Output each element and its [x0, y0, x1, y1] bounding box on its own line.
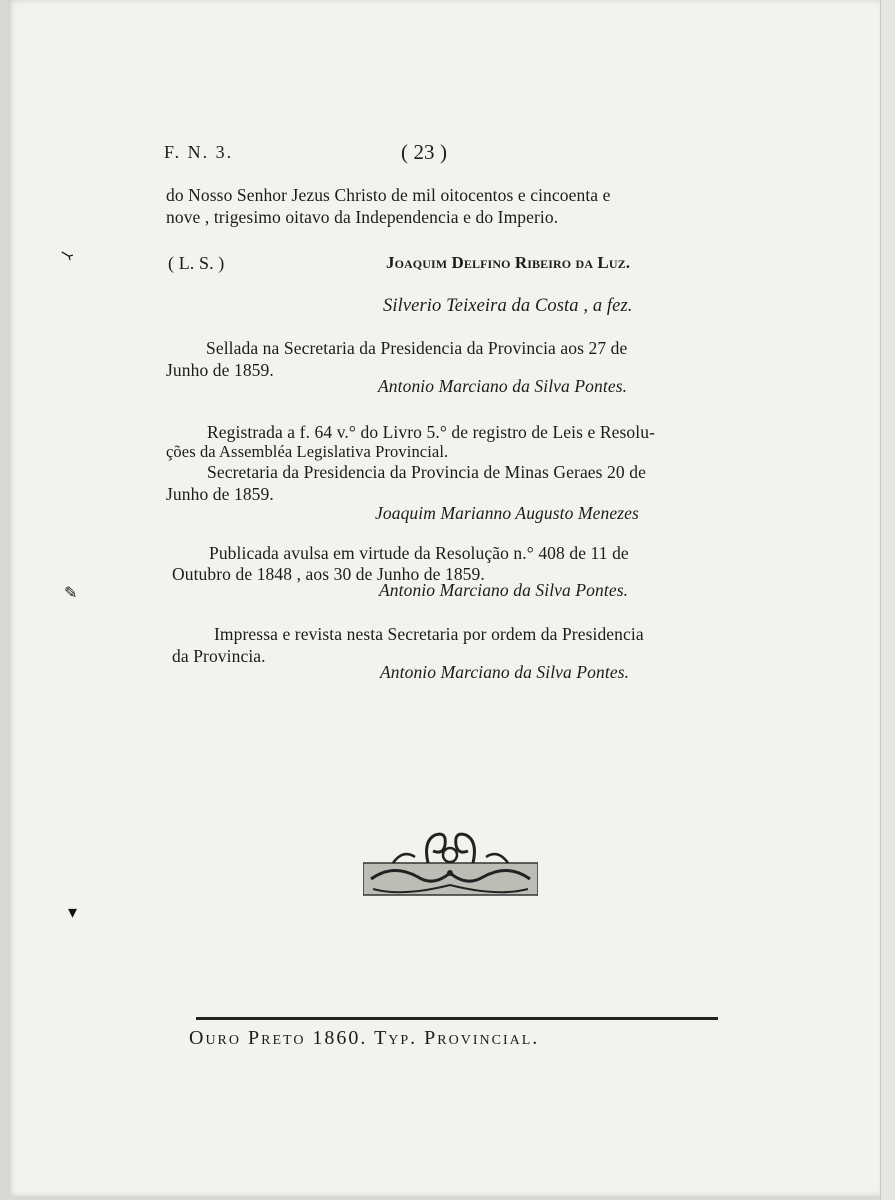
- text-line: Outubro de 1848 , aos 30 de Junho de 1859.: [172, 564, 485, 584]
- form-number: F. N. 3.: [164, 142, 234, 162]
- text-line: Impressa e revista nesta Secretaria por ordem da Presidencia: [214, 624, 644, 644]
- text-line: Registrada a f. 64 v.° do Livro 5.° de registro de Leis e Resolu-: [207, 422, 655, 442]
- text-line: Junho de 1859.: [166, 360, 274, 380]
- text-line: Junho de 1859.: [166, 484, 274, 504]
- margin-mark: ✎: [64, 585, 78, 602]
- text-line: nove , trigesimo oitavo da Independencia e do Imperio.: [166, 207, 559, 227]
- margin-mark: ▾: [68, 902, 78, 922]
- signer-name: Joaquim Delfino Ribeiro da Luz.: [386, 253, 631, 272]
- printer-imprint: Ouro Preto 1860. Typ. Provincial.: [189, 1027, 540, 1049]
- clerk-signature: Silverio Teixeira da Costa , a fez.: [383, 296, 633, 316]
- text-line: Secretaria da Presidencia da Provincia de Minas Geraes 20 de: [207, 462, 646, 482]
- text-line: Sellada na Secretaria da Presidencia da Provincia aos 27 de: [206, 338, 628, 358]
- signature-line: Antonio Marciano da Silva Pontes.: [380, 662, 630, 682]
- signature-line: Joaquim Marianno Augusto Menezes: [375, 503, 639, 523]
- margin-mark: ⤙: [56, 244, 77, 267]
- signature-line: Antonio Marciano da Silva Pontes.: [378, 376, 628, 396]
- text-line: da Provincia.: [172, 646, 266, 666]
- text-line: Publicada avulsa em virtude da Resolução n.° 408 de 11 de: [209, 543, 629, 563]
- page-edge: [880, 0, 895, 1200]
- signature-line: Antonio Marciano da Silva Pontes.: [379, 580, 629, 600]
- text-line: ções da Assembléa Legislativa Provincial.: [166, 442, 449, 461]
- decorative-ornament: [363, 823, 538, 901]
- page-number: ( 23 ): [401, 140, 448, 164]
- footer-rule: [196, 1017, 718, 1020]
- text-line: do Nosso Senhor Jezus Christo de mil oitocentos e cincoenta e: [166, 185, 611, 205]
- document-page: [8, 0, 880, 1196]
- seal-mark: ( L. S. ): [168, 253, 225, 273]
